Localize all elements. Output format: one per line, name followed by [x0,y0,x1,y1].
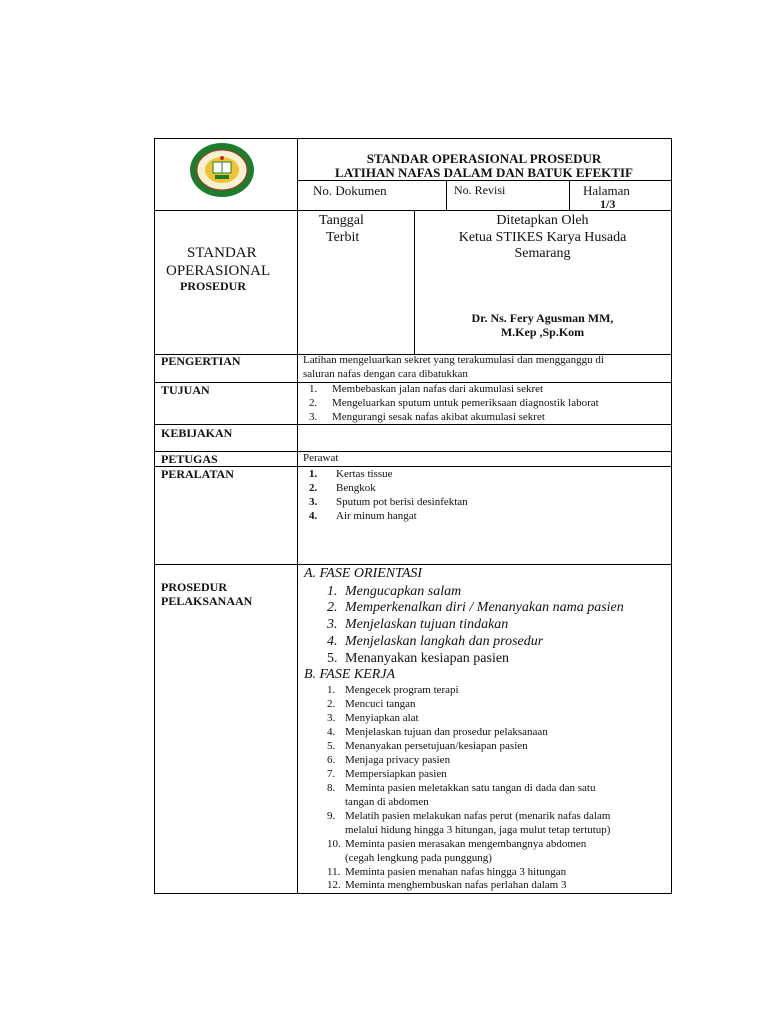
peralatan-num: 2. [309,482,318,494]
header-title-line1: STANDAR OPERASIONAL PROSEDUR [366,151,602,166]
kerja-num: 12. [327,879,341,891]
kerja-num: 10. [327,838,341,850]
orientasi-item: Memperkenalkan diri / Menanyakan nama pasien [345,600,624,615]
terbit-label: Terbit [326,230,360,245]
halaman-label: Halaman [583,183,630,198]
signer-title: M.Kep ,Sp.Kom [500,325,585,339]
title-operasional: OPERASIONAL [166,263,271,279]
peralatan-num: 3. [309,496,318,508]
no-dokumen-label: No. Dokumen [313,183,387,198]
orientasi-item: Menjelaskan langkah dan prosedur [345,634,544,649]
orientasi-item: Menanyakan kesiapan pasien [345,651,510,666]
title-prosedur: PROSEDUR [180,279,247,293]
petugas-label: PETUGAS [161,452,218,466]
kerja-item-cont: (cegah lengkung pada punggung) [345,852,492,864]
ditetapkan-oleh: Ditetapkan Oleh [496,213,589,228]
orientasi-item: Mengucapkan salam [345,584,462,599]
kerja-item: Meminta pasien menahan nafas hingga 3 hitungan [345,866,567,878]
kerja-num: 9. [327,810,336,822]
signer-name: Dr. Ns. Fery Agusman MM, [471,311,614,325]
title-standar: STANDAR [187,245,257,261]
kerja-num: 1. [327,684,336,696]
peralatan-item: Bengkok [336,482,376,494]
tujuan-item: Mengurangi sesak nafas akibat akumulasi sekret [332,411,545,423]
tujuan-label: TUJUAN [161,383,210,397]
kerja-num: 6. [327,754,336,766]
tujuan-num: 2. [309,397,318,409]
stikes-logo [189,142,255,198]
peralatan-num: 1. [309,468,318,480]
orientasi-num: 2. [327,600,338,615]
kerja-num: 11. [327,866,341,878]
fase-kerja-heading: B. FASE KERJA [304,667,396,682]
ketua-stikes: Ketua STIKES Karya Husada [458,230,627,245]
kerja-item: Menyiapkan alat [345,712,419,724]
pelaksanaan-label: PELAKSANAAN [161,594,253,608]
prosedur-label: PROSEDUR [161,580,228,594]
kerja-num: 7. [327,768,336,780]
kerja-num: 8. [327,782,336,794]
tanggal-label: Tanggal [319,213,364,228]
kerja-item: Mempersiapkan pasien [345,768,447,780]
kerja-item: Melatih pasien melakukan nafas perut (menarik nafas dalam [345,810,611,822]
tujuan-item: Mengeluarkan sputum untuk pemeriksaan diagnostik laborat [332,397,599,409]
no-revisi-label: No. Revisi [454,183,506,197]
kerja-item: Mengecek program terapi [345,684,459,696]
kerja-item: Menanyakan persetujuan/kesiapan pasien [345,740,528,752]
petugas-value: Perawat [303,452,339,464]
peralatan-item: Sputum pot berisi desinfektan [336,496,468,508]
kerja-num: 2. [327,698,336,710]
peralatan-item: Air minum hangat [336,510,417,522]
pengertian-label: PENGERTIAN [161,354,241,368]
peralatan-item: Kertas tissue [336,468,393,480]
tujuan-num: 3. [309,411,318,423]
kerja-item: Meminta menghembuskan nafas perlahan dalam 3 [345,879,567,891]
kerja-item: Meminta pasien meletakkan satu tangan di dada dan satu [345,782,596,794]
kerja-item-cont: melalui hidung hingga 3 hitungan, jaga mulut tetap tertutup) [345,824,611,836]
header-title-line2: LATIHAN NAFAS DALAM DAN BATUK EFEKTIF [335,165,633,180]
orientasi-num: 3. [327,617,338,632]
semarang: Semarang [514,246,571,261]
orientasi-num: 5. [327,651,338,666]
tujuan-item: Membebaskan jalan nafas dari akumulasi sekret [332,383,544,395]
pengertian-line1: Latihan mengeluarkan sekret yang terakumulasi dan mengganggu di [303,354,604,366]
kerja-num: 4. [327,726,336,738]
orientasi-item: Menjelaskan tujuan tindakan [345,617,509,632]
tujuan-num: 1. [309,383,318,395]
kerja-num: 3. [327,712,336,724]
halaman-value: 1/3 [600,197,616,211]
kerja-item-cont: tangan di abdomen [345,796,429,808]
orientasi-num: 4. [327,634,338,649]
kerja-item: Menjelaskan tujuan dan prosedur pelaksanaan [345,726,548,738]
fase-orientasi-heading: A. FASE ORIENTASI [304,566,423,581]
kerja-item: Mencuci tangan [345,698,416,710]
pengertian-line2: saluran nafas dengan cara dibatukkan [303,368,468,380]
orientasi-num: 1. [327,584,338,599]
peralatan-num: 4. [309,510,318,522]
kerja-num: 5. [327,740,336,752]
kerja-item: Meminta pasien merasakan mengembangnya abdomen [345,838,587,850]
peralatan-label: PERALATAN [161,467,234,481]
kerja-item: Menjaga privacy pasien [345,754,451,766]
kebijakan-label: KEBIJAKAN [161,426,233,440]
